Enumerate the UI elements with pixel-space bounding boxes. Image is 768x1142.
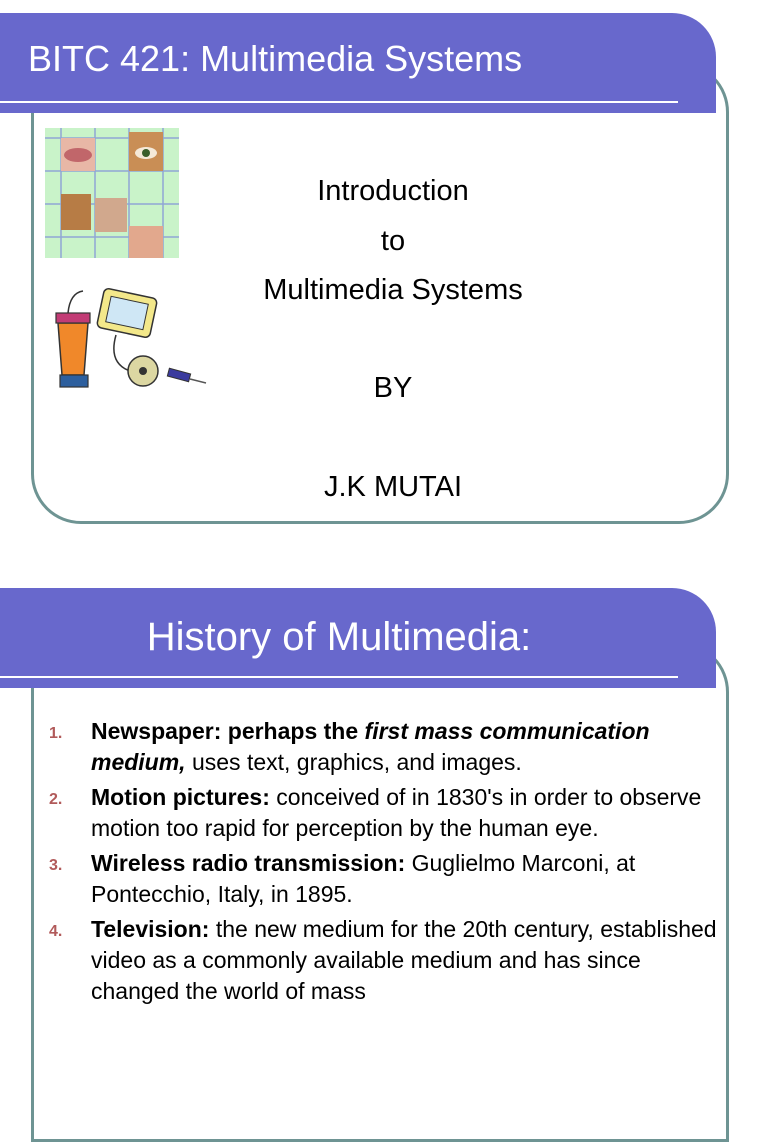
title-underline	[0, 101, 678, 103]
intro-line-1: Introduction	[317, 175, 469, 207]
item-text: the new medium for the 20th century, established video as a commonly available medium and has since changed the world of mass	[91, 916, 717, 1004]
senses-grid-image	[45, 128, 179, 258]
list-item	[44, 782, 734, 844]
list-number: 1.	[49, 725, 63, 742]
item-heading: Wireless radio transmission:	[91, 850, 406, 876]
list-number: 4.	[49, 923, 63, 940]
intro-line-3: Multimedia Systems	[263, 274, 523, 306]
title-underline	[0, 676, 678, 678]
slide-title: BITC 421: Multimedia Systems	[28, 38, 523, 79]
list-number: 2.	[49, 791, 63, 808]
intro-line-2: to	[380, 225, 406, 257]
author-name: J.K MUTAI	[323, 471, 463, 503]
item-heading: Newspaper: perhaps the	[91, 718, 365, 744]
list-item	[44, 848, 734, 910]
multimedia-clipart	[48, 283, 210, 391]
item-text: conceived of in 1830's in order to observe motion too rapid for perception by the human eye.	[91, 784, 702, 841]
item-heading: Motion pictures:	[91, 784, 270, 810]
history-list	[44, 716, 734, 1011]
list-item	[44, 914, 734, 1007]
item-emphasis: first mass communication medium,	[91, 718, 650, 775]
item-text: uses text, graphics, and images.	[185, 749, 522, 775]
item-text: Guglielmo Marconi, at Pontecchio, Italy, in 1895.	[91, 850, 636, 907]
slide-1	[0, 0, 768, 540]
item-heading: Television:	[91, 916, 210, 942]
list-item	[44, 716, 734, 778]
by-label: BY	[373, 372, 413, 404]
slide-2	[0, 580, 768, 1024]
slide-title: History of Multimedia:	[146, 615, 532, 659]
list-number: 3.	[49, 857, 63, 874]
